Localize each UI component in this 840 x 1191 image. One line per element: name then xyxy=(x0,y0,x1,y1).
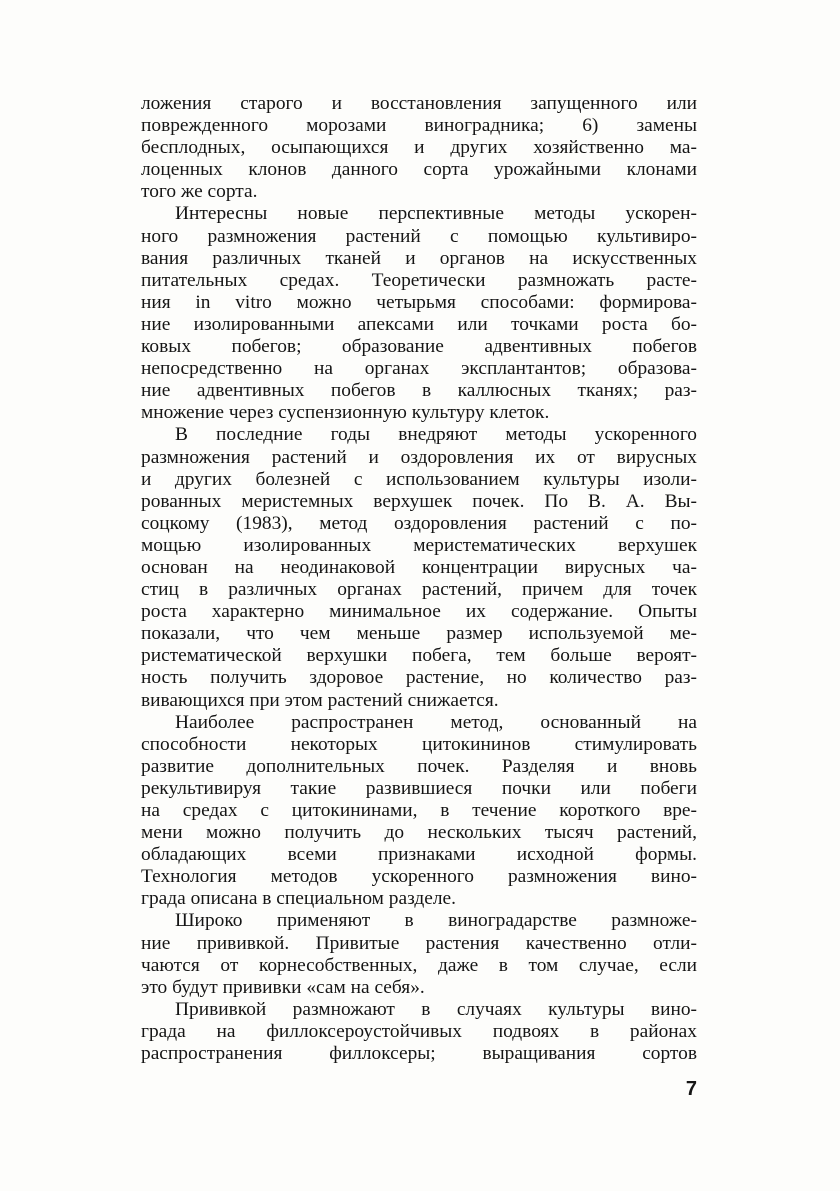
text-line: развитие дополнительных почек. Разделяя и вновь xyxy=(141,755,697,777)
text-line: того же сорта. xyxy=(141,181,258,203)
text-line: ность получить здоровое растение, но количество раз- xyxy=(141,667,697,689)
text-line: града описана в специальном разделе. xyxy=(141,888,456,910)
paragraph xyxy=(141,203,697,424)
text-line: вания различных тканей и органов на искусственных xyxy=(141,247,697,269)
text-line: на средах с цитокининами, в течение короткого вре- xyxy=(141,800,697,821)
text-line: непосредственно на органах эксплантантов; образова- xyxy=(141,358,697,380)
text-line: Интересны новые перспективные методы ускорен- xyxy=(175,203,697,225)
text-line: чаются от корнесобственных, даже в том случае, если xyxy=(141,954,697,976)
text-line: ния in vitro можно четырьмя способами: формирова- xyxy=(141,291,697,313)
text-line: вивающихся при этом растений снижается. xyxy=(141,689,499,711)
text-line: рекультивируя такие развившиеся почки или побеги xyxy=(141,777,697,799)
text-line: соцкому (1983), метод оздоровления растений с по- xyxy=(141,512,697,534)
text-line: поврежденного морозами виноградника; 6) замены xyxy=(141,115,697,137)
text-line: бесплодных, осыпающихся и других хозяйственно ма- xyxy=(141,137,697,159)
page-number: 7 xyxy=(685,1078,697,1100)
text-line: Прививкой размножают в случаях культуры вино- xyxy=(175,998,697,1020)
text-line: Широко применяют в виноградарстве размноже- xyxy=(175,910,697,932)
text-line: ного размножения растений с помощью культивиро- xyxy=(141,225,697,247)
paragraph xyxy=(141,910,697,998)
text-line: ковых побегов; образование адвентивных побегов xyxy=(141,336,697,358)
text-line: ние адвентивных побегов в каллюсных тканях; раз- xyxy=(141,380,697,402)
text-line: града на филлоксероустойчивых подвоях в районах xyxy=(141,1020,697,1042)
paragraph xyxy=(141,712,697,911)
text-line: ние изолированными апексами или точками роста бо- xyxy=(141,313,697,335)
text-line: основан на неодинаковой концентрации вирусных ча- xyxy=(141,556,697,578)
body-text xyxy=(141,93,697,1065)
text-line: В последние годы внедряют методы ускоренного xyxy=(175,424,697,446)
text-line: распространения филлоксеры; выращивания сортов xyxy=(141,1043,697,1065)
text-line: обладающих всеми признаками исходной формы. xyxy=(141,844,697,866)
text-line: мощью изолированных меристематических верхушек xyxy=(141,534,697,556)
text-line: показали, что чем меньше размер используемой ме- xyxy=(141,623,697,645)
text-line: ние прививкой. Привитые растения качественно отли- xyxy=(141,932,697,954)
text-line: рованных меристемных верхушек почек. По В. А. Вы- xyxy=(141,490,697,512)
paragraph xyxy=(141,93,697,203)
text-line: лоценных клонов данного сорта урожайными клонами xyxy=(141,159,697,181)
text-line: это будут прививки «сам на себя». xyxy=(141,976,425,998)
text-line: Технология методов ускоренного размножения вино- xyxy=(141,866,697,888)
text-line: ристематической верхушки побега, тем больше вероят- xyxy=(141,645,697,667)
text-line: мени можно получить до нескольких тысяч растений, xyxy=(141,822,697,844)
paragraph xyxy=(141,999,697,1065)
text-line: стиц в различных органах растений, причем для точек xyxy=(141,579,697,601)
text-line: множение через суспензионную культуру клеток. xyxy=(141,402,550,424)
text-line: и других болезней с использованием культуры изоли- xyxy=(141,468,697,490)
paragraph xyxy=(141,424,697,711)
text-line: Наиболее распространен метод, основанный на xyxy=(175,711,697,733)
text-line: размножения растений и оздоровления их от вирусных xyxy=(141,446,697,468)
text-line: способности некоторых цитокининов стимулировать xyxy=(141,733,697,755)
text-line: питательных средах. Теоретически размножать расте- xyxy=(141,269,697,291)
text-line: ложения старого и восстановления запущенного или xyxy=(141,93,697,114)
text-line: роста характерно минимальное их содержание. Опыты xyxy=(141,601,697,623)
